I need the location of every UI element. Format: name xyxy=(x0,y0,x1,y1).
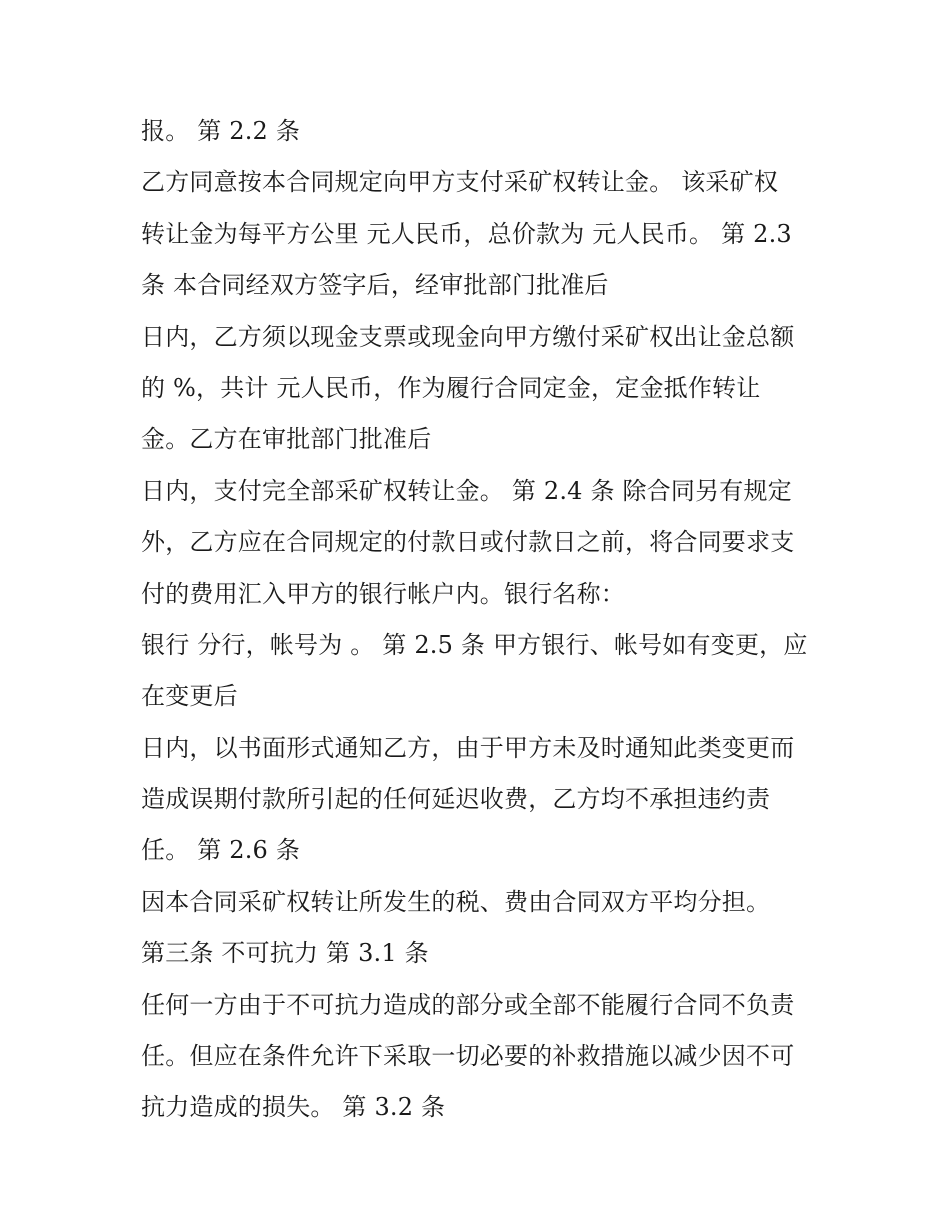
text-line: 外，乙方应在合同规定的付款日或付款日之前，将合同要求支 xyxy=(141,528,795,557)
text-line: 在变更后 xyxy=(141,682,238,711)
text-line: 任。但应在条件允许下采取一切必要的补救措施以减少因不可 xyxy=(141,1042,795,1071)
text-line: 条 本合同经双方签字后，经审批部门批准后 xyxy=(141,271,609,300)
text-line: 抗力造成的损失。 第 3.2 条 xyxy=(141,1093,446,1122)
text-line: 任何一方由于不可抗力造成的部分或全部不能履行合同不负责 xyxy=(141,990,795,1019)
text-line: 乙方同意按本合同规定向甲方支付采矿权转让金。 该采矿权 xyxy=(141,168,779,197)
text-line: 因本合同采矿权转让所发生的税、费由合同双方平均分担。 xyxy=(141,887,771,916)
contract-text xyxy=(141,106,821,1134)
text-line: 转让金为每平方公里 元人民币，总价款为 元人民币。 第 2.3 xyxy=(141,219,792,248)
text-line: 银行 分行，帐号为 。 第 2.5 条 甲方银行、帐号如有变更，应 xyxy=(141,630,808,659)
text-line: 第三条 不可抗力 第 3.1 条 xyxy=(141,939,429,968)
text-line: 的 %，共计 元人民币，作为履行合同定金，定金抵作转让 xyxy=(141,373,761,402)
text-line: 日内，乙方须以现金支票或现金向甲方缴付采矿权出让金总额 xyxy=(141,322,795,351)
text-line: 任。 第 2.6 条 xyxy=(141,836,301,865)
text-line: 付的费用汇入甲方的银行帐户内。银行名称： xyxy=(141,579,625,608)
text-line: 造成误期付款所引起的任何延迟收费，乙方均不承担违约责 xyxy=(141,785,771,814)
text-line: 日内，支付完全部采矿权转让金。 第 2.4 条 除合同另有规定 xyxy=(141,476,792,505)
text-line: 金。乙方在审批部门批准后 xyxy=(141,425,432,454)
text-line: 日内，以书面形式通知乙方，由于甲方未及时通知此类变更而 xyxy=(141,733,795,762)
text-line: 报。 第 2.2 条 xyxy=(141,117,301,145)
